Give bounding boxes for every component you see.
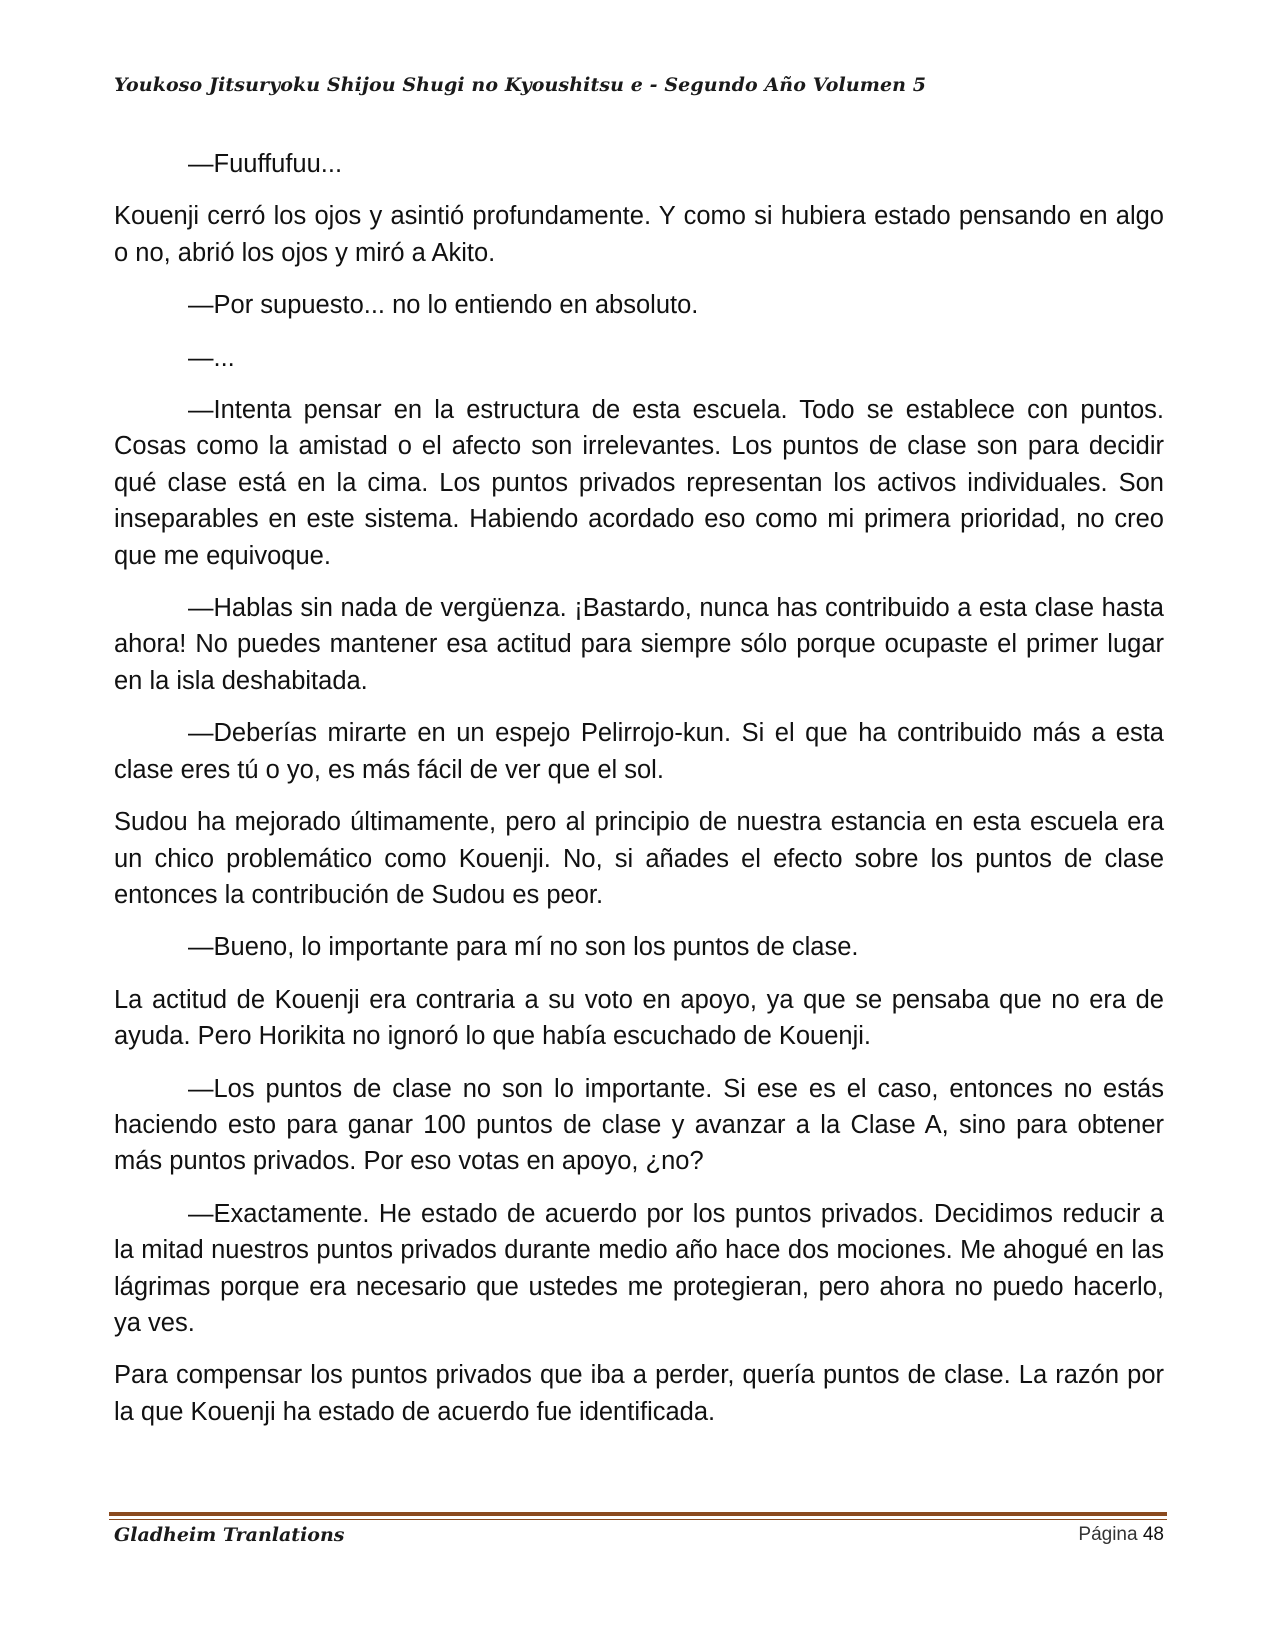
paragraph: —Exactamente. He estado de acuerdo por los puntos privados. Decidimos reducir a la mitad nuestros puntos privados durante medio año hace dos mociones. Me ahogué en las lágrimas porque era necesario que ustedes me protegieran, pero ahora no puedo hacerlo, ya ves. (114, 1199, 1164, 1337)
footer-rule-thick (109, 1512, 1167, 1516)
paragraph: —Intenta pensar en la estructura de esta escuela. Todo se establece con puntos. Cosas como la amistad o el afecto son irrelevantes. Los puntos de clase son para decidir qué clase está en la cima. Los puntos privados representan los activos individuales. Son inseparables en este sistema. Habiendo acordado eso como mi primera prioridad, no creo que me equivoque. (114, 396, 1164, 570)
paragraph: Para compensar los puntos privados que iba a perder, quería puntos de clase. La razón por la que Kouenji ha estado de acuerdo fue identificada. (114, 1361, 1164, 1426)
paragraph: La actitud de Kouenji era contraria a su voto en apoyo, ya que se pensaba que no era de ayuda. Pero Horikita no ignoró lo que había escuchado de Kouenji. (114, 985, 1164, 1051)
paragraph: —Hablas sin nada de vergüenza. ¡Bastardo, nunca has contribuido a esta clase hasta ahora! No puedes mantener esa actitud para siempre sólo porque ocupaste el primer lugar en la isla deshabitada. (114, 594, 1164, 695)
paragraph: —Los puntos de clase no son lo importante. Si ese es el caso, entonces no estás haciendo esto para ganar 100 puntos de clase y avanzar a la Clase A, sino para obtener más puntos privados. Por eso votas en apoyo, ¿no? (114, 1074, 1164, 1176)
page-label: Página (1078, 1524, 1138, 1545)
body-text (114, 146, 1164, 1446)
paragraph: —Fuuffufuu... (188, 150, 343, 178)
running-header: Youkoso Jitsuryoku Shijou Shugi no Kyoushitsu e - Segundo Año Volumen 5 (114, 74, 927, 96)
paragraph: —Deberías mirarte en un espejo Pelirrojo-kun. Si el que ha contribuido más a esta clase eres tú o yo, es más fácil de ver que el sol. (114, 719, 1164, 784)
page-number-block (1078, 1524, 1164, 1546)
paragraph: —Por supuesto... no lo entiendo en absoluto. (188, 291, 699, 320)
paragraph: Kouenji cerró los ojos y asintió profundamente. Y como si hubiera estado pensando en algo o no, abrió los ojos y miró a Akito. (114, 202, 1164, 267)
paragraph: —Bueno, lo importante para mí no son los puntos de clase. (188, 933, 859, 962)
page-number: 48 (1142, 1524, 1164, 1545)
footer-translator: Gladheim Tranlations (114, 1524, 345, 1546)
paragraph: —... (188, 343, 235, 372)
paragraph: Sudou ha mejorado últimamente, pero al principio de nuestra estancia en esta escuela era un chico problemático como Kouenji. No, si añades el efecto sobre los puntos de clase entonces la contribución de Sudou es peor. (114, 808, 1164, 909)
footer-rule-thin (109, 1519, 1167, 1520)
